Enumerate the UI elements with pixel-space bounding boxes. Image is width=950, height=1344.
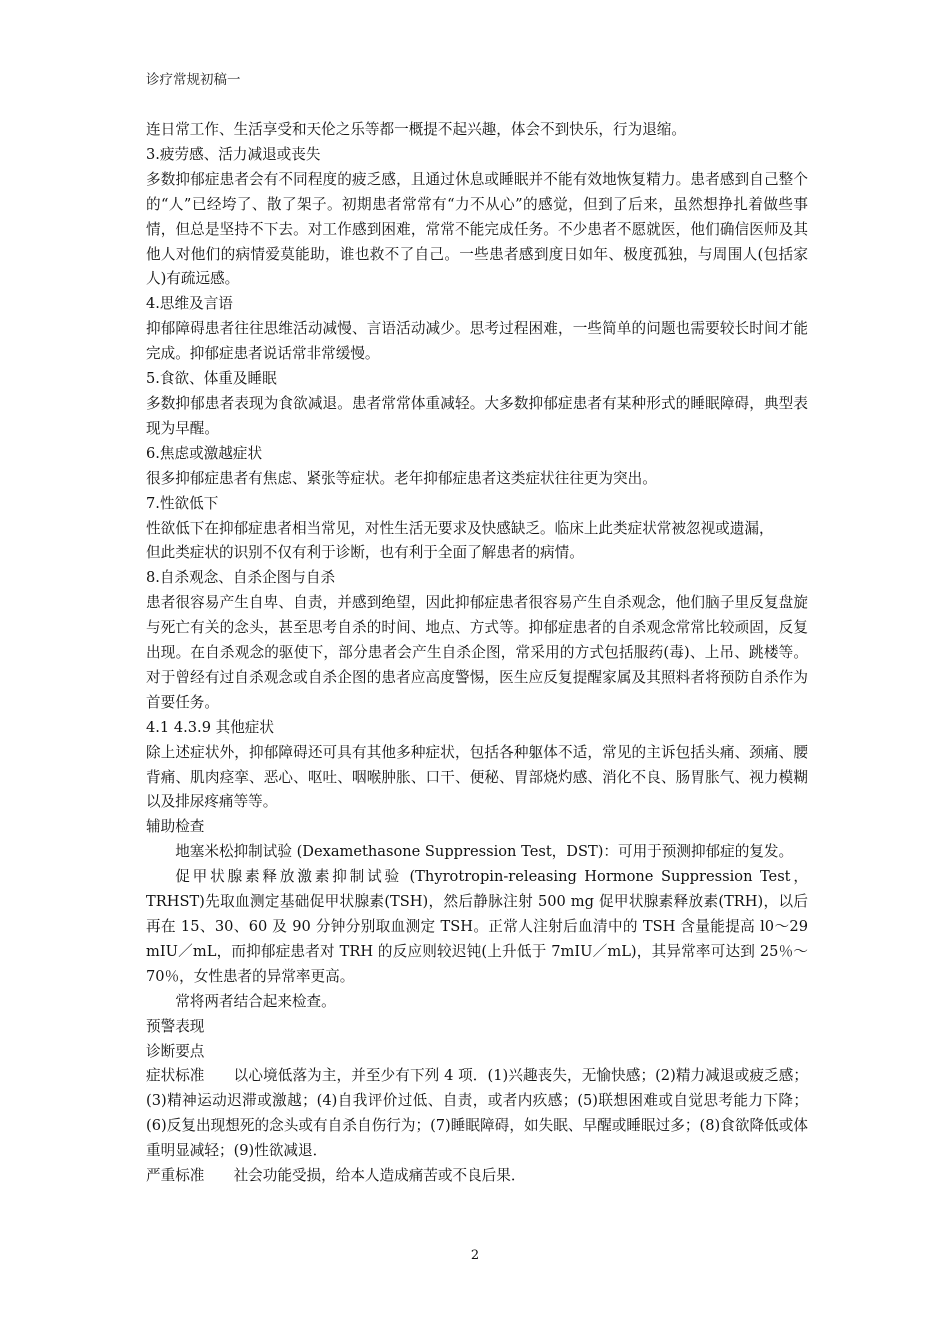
body-paragraph: 患者很容易产生自卑、自责，并感到绝望，因此抑郁症患者很容易产生自杀观念，他们脑子里反复盘旋与死亡有关的念头，甚至思考自杀的时间、地点、方式等。抑郁症患者的自杀观念常常比较顽固，反复出现。在自杀观念的驱使下，部分患者会产生自杀企图，常采用的方式包括服药(毒)、上吊、跳楼等。对于曾经有过自杀观念或自杀企图的患者应高度警惕，医生应反复提醒家属及其照料者将预防自杀作为首要任务。	[146, 594, 808, 711]
body-paragraph: 多数抑郁症患者会有不同程度的疲乏感，且通过休息或睡眠并不能有效地恢复精力。患者感到自己整个的“人”已经垮了、散了架子。初期患者常常有“力不从心”的感觉，但到了后来，虽然想挣扎着做些事情，但总是坚持不下去。对工作感到困难，常常不能完成任务。不少患者不愿就医，他们确信医师及其他人对他们的病情爱莫能助，谁也救不了自己。一些患者感到度日如年、极度孤独，与周围人(包括家人)有疏远感。	[146, 170, 808, 288]
section-heading: 辅助检查	[146, 818, 205, 836]
section-heading: 诊断要点	[146, 1042, 205, 1060]
section-heading: 3.疲劳感、活力减退或丧失	[146, 145, 321, 163]
section-heading: 8.自杀观念、自杀企图与自杀	[146, 569, 336, 587]
body-paragraph: 多数抑郁患者表现为食欲减退。患者常常体重减轻。大多数抑郁症患者有某种形式的睡眠障碍，典型表现为早醒。	[146, 394, 808, 437]
body-paragraph: 除上述症状外，抑郁障碍还可具有其他多种症状，包括各种躯体不适，常见的主诉包括头痛、颈痛、腰背痛、肌肉痉挛、恶心、呕吐、咽喉肿胀、口干、便秘、胃部烧灼感、消化不良、肠胃胀气、视力模糊以及排尿疼痛等等。	[146, 743, 808, 811]
body-paragraph: 性欲低下在抑郁症患者相当常见，对性生活无要求及快感缺乏。临床上此类症状常被忽视或遗漏，	[146, 519, 774, 537]
section-heading: 7.性欲低下	[146, 494, 219, 512]
body-paragraph-trhst: 促甲状腺素释放激素抑制试验 (Thyrotropin-releasing Hormone Suppression Test，TRHST)先取血测定基础促甲状腺素(TSH)，然后静脉注射 500 mg 促甲状腺素释放素(TRH)，以后再在 15、30、60 及 90 分钟分别取血测定 TSH。正常人注射后血清中的 TSH 含量能提高 l0～29 mIU／mL，而抑郁症患者对 TRH 的反应则较迟钝(上升低于 7mIU／mL)，其异常率可达到 25％～70％，女性患者的异常率更高。	[146, 868, 808, 985]
body-paragraph: 连日常工作、生活享受和天伦之乐等都一概提不起兴趣，体会不到快乐，行为退缩。	[146, 121, 686, 138]
body-paragraph: 常将两者结合起来检查。	[175, 992, 336, 1010]
severity-criteria	[146, 1164, 808, 1189]
symptom-criteria	[146, 1064, 808, 1164]
section-heading: 预警表现	[146, 1017, 205, 1035]
severity-criteria-label: 严重标准	[146, 1167, 205, 1185]
body-paragraph: 抑郁障碍患者往往思维活动减慢、言语活动减少。思考过程困难，一些简单的问题也需要较长时间才能完成。抑郁症患者说话常非常缓慢。	[146, 320, 808, 363]
document-body	[146, 118, 808, 1189]
section-heading: 4.1 4.3.9 其他症状	[146, 718, 274, 736]
page-number: 2	[470, 1248, 480, 1263]
severity-criteria-text: 社会功能受损，给本人造成痛苦或不良后果．	[233, 1167, 526, 1185]
body-paragraph: 很多抑郁症患者有焦虑、紧张等症状。老年抑郁症患者这类症状往往更为突出。	[146, 469, 657, 487]
body-paragraph-dst: 地塞米松抑制试验 (Dexamethasone Suppression Test，DST)：可用于预测抑郁症的复发。	[175, 843, 794, 861]
symptom-criteria-label: 症状标准	[146, 1067, 205, 1085]
body-paragraph: 但此类症状的识别不仅有利于诊断，也有利于全面了解患者的病情。	[146, 544, 584, 562]
section-heading: 6.焦虑或激越症状	[146, 444, 263, 462]
section-heading: 4.思维及言语	[146, 295, 233, 313]
section-heading: 5.食欲、体重及睡眠	[146, 370, 277, 388]
symptom-criteria-text: 以心境低落为主，并至少有下列 4 项．(1)兴趣丧失，无愉快感；(2)精力减退或疲乏感；(3)精神运动迟滞或激越；(4)自我评价过低、自责，或者内疚感；(5)联想困难或自觉思考能力下降；(6)反复出现想死的念头或有自杀自伤行为；(7)睡眠障碍，如失眠、早醒或睡眠过多；(8)食欲降低或体重明显减轻；(9)性欲减退．	[146, 1067, 808, 1160]
page-header: 诊疗常规初稿一	[146, 72, 241, 88]
